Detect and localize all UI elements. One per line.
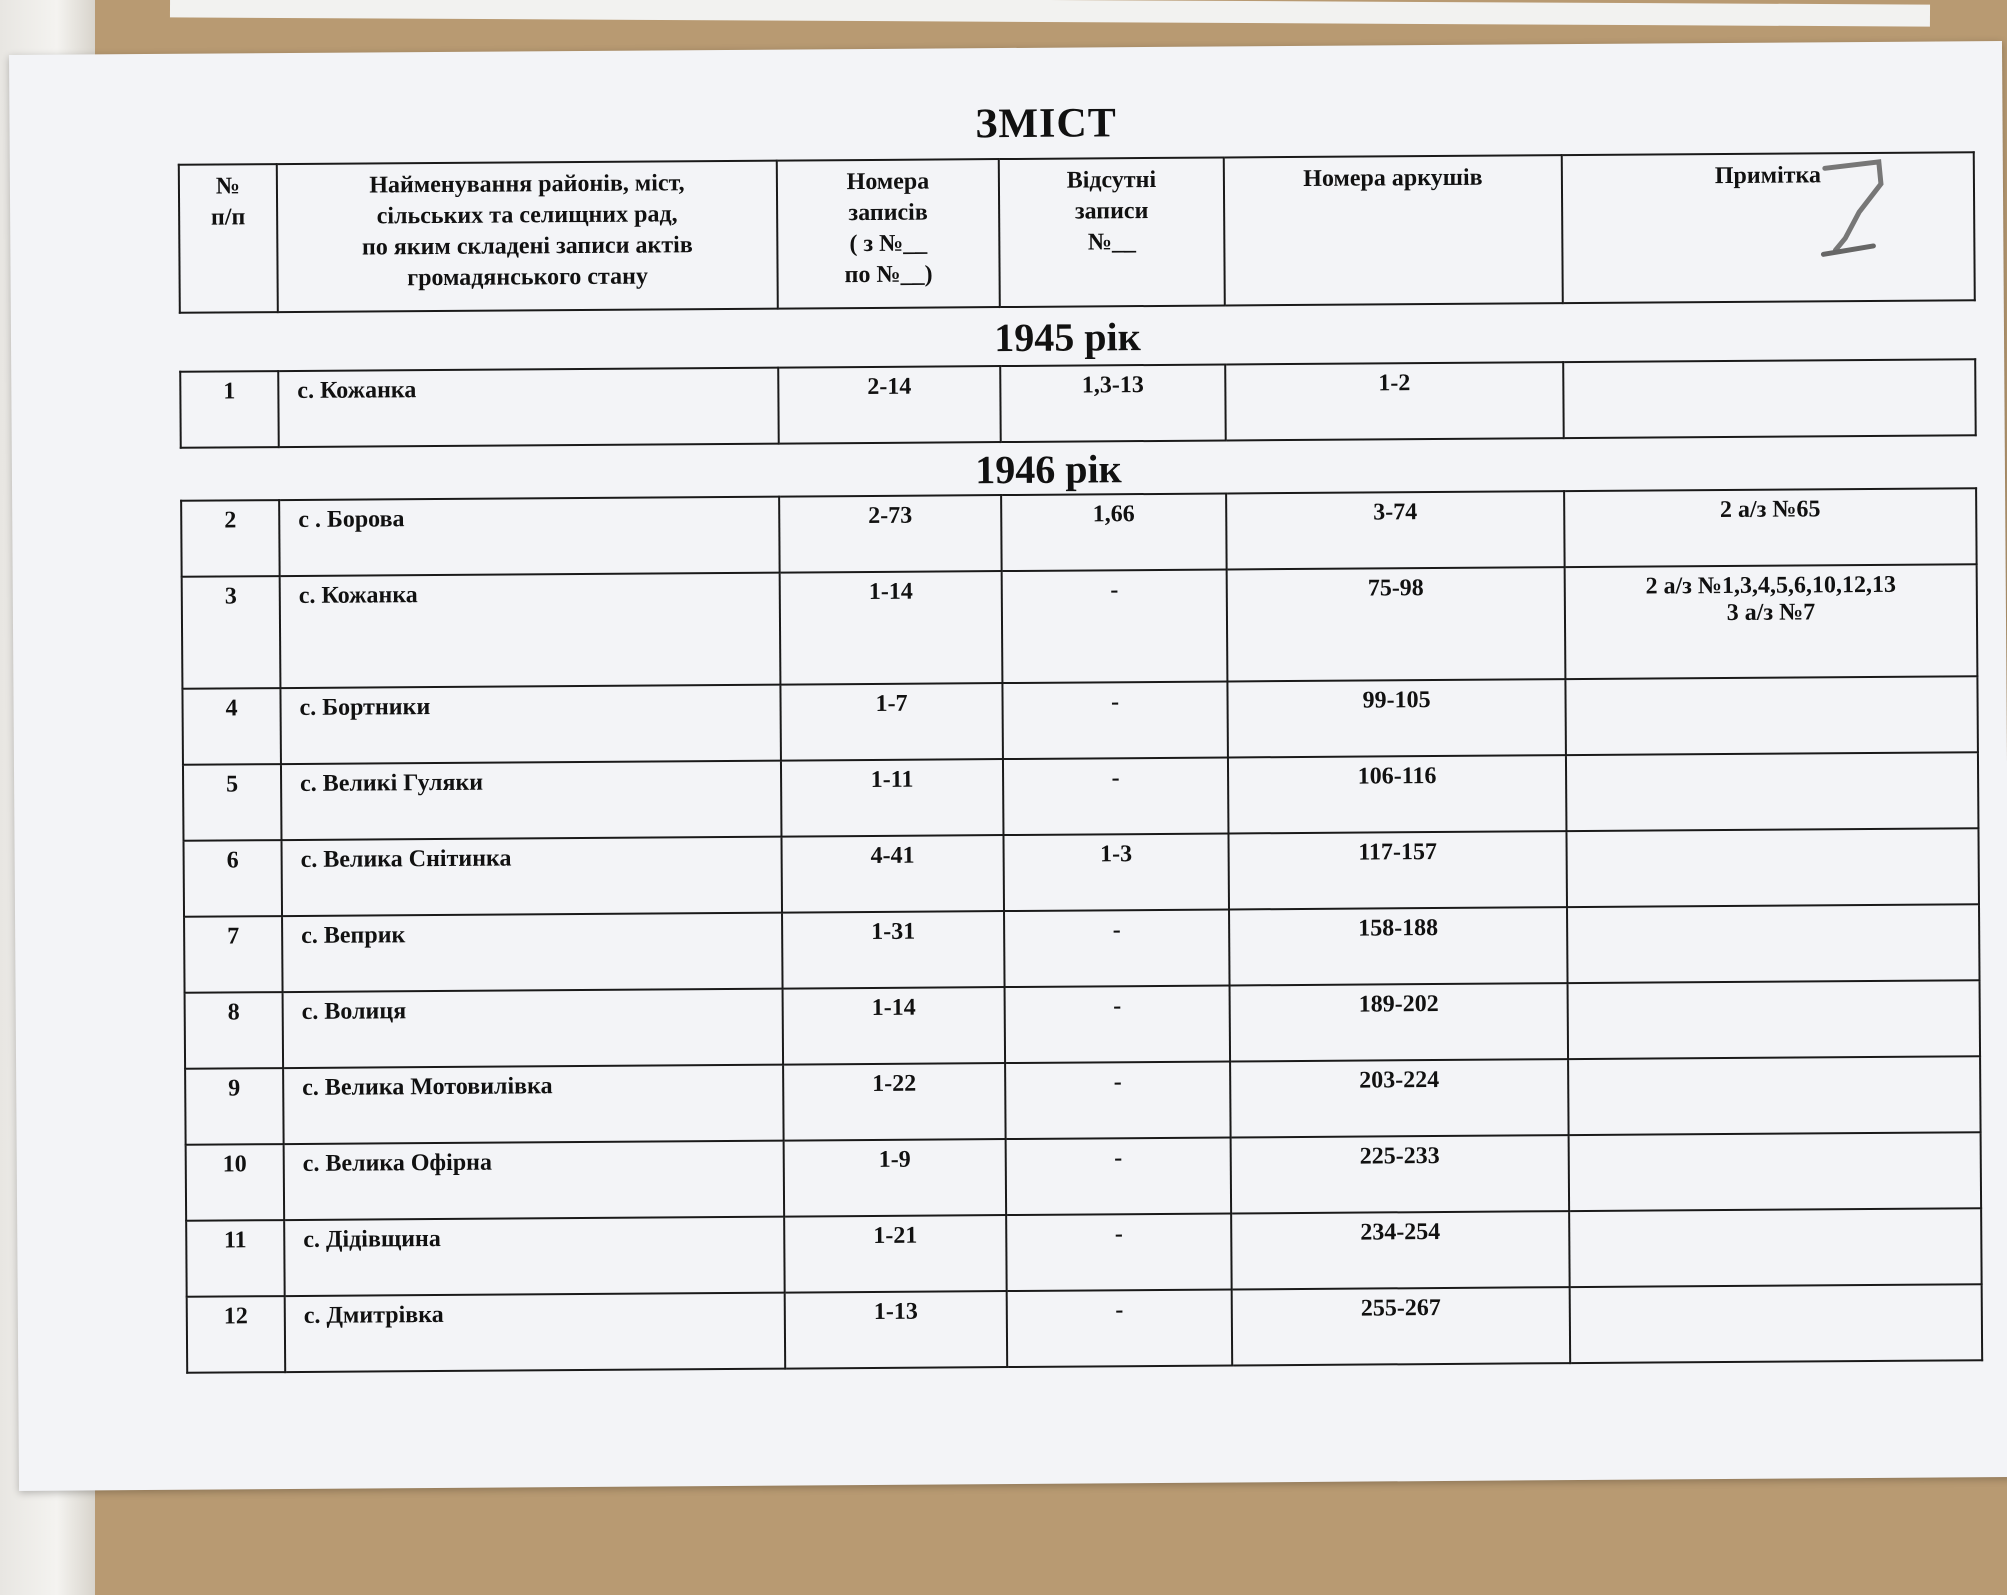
cell-name: с. Волиця bbox=[283, 989, 784, 1068]
cell-missing: - bbox=[1006, 1213, 1232, 1291]
cell-missing: - bbox=[1002, 569, 1228, 683]
cell-name: с . Борова bbox=[279, 497, 780, 576]
cell-records: 1-7 bbox=[780, 683, 1003, 761]
cell-name: с. Дідівщина bbox=[284, 1217, 785, 1296]
cell-name: с. Велика Офірна bbox=[284, 1141, 785, 1220]
cell-note bbox=[1566, 752, 1979, 831]
cell-records: 1-31 bbox=[782, 911, 1005, 989]
cell-number: 2 bbox=[181, 500, 280, 577]
cell-missing: - bbox=[1005, 985, 1231, 1063]
table-row bbox=[180, 359, 1975, 448]
cell-sheets: 3-74 bbox=[1226, 491, 1565, 569]
cell-name: с. Веприк bbox=[282, 913, 783, 992]
cell-sheets: 99-105 bbox=[1227, 679, 1566, 757]
note-line: 2 а/з №1,3,4,5,6,10,12,13 bbox=[1645, 571, 1897, 600]
cell-missing: - bbox=[1003, 757, 1229, 835]
cell-note bbox=[1568, 1056, 1981, 1135]
cell-sheets: 203-224 bbox=[1230, 1059, 1569, 1137]
table-row bbox=[184, 828, 1979, 917]
cell-records: 4-41 bbox=[781, 835, 1004, 913]
cell-records: 1-21 bbox=[784, 1215, 1007, 1293]
cell-missing: 1,66 bbox=[1001, 493, 1227, 571]
cell-sheets: 234-254 bbox=[1231, 1211, 1570, 1289]
table-1945 bbox=[179, 358, 1977, 449]
table-row bbox=[186, 1132, 1981, 1221]
table-row bbox=[182, 676, 1977, 765]
cell-sheets: 189-202 bbox=[1230, 983, 1569, 1061]
cell-note bbox=[1566, 828, 1979, 907]
table-row bbox=[183, 752, 1978, 841]
cell-sheets: 106-116 bbox=[1228, 755, 1567, 833]
cell-number: 3 bbox=[182, 576, 281, 689]
cell-records: 2-14 bbox=[778, 366, 1001, 444]
column-header-sheets: Номера аркушів bbox=[1224, 155, 1563, 305]
column-header-records: Номера записів ( з №__ по №__) bbox=[777, 159, 1000, 309]
column-header-name: Найменування районів, міст, сільських та селищних рад, по яким складені записи актів громадянського стану bbox=[277, 161, 778, 312]
cell-number: 10 bbox=[186, 1144, 285, 1221]
table-1946 bbox=[180, 487, 1983, 1374]
cell-number: 8 bbox=[185, 992, 284, 1069]
cell-number: 9 bbox=[185, 1068, 284, 1145]
cell-records: 1-13 bbox=[785, 1291, 1008, 1369]
cell-name: с. Дмитрівка bbox=[285, 1293, 786, 1372]
page-title: ЗМІСТ bbox=[975, 100, 1117, 148]
cell-missing: 1-3 bbox=[1003, 833, 1229, 911]
table-row bbox=[185, 980, 1980, 1069]
cell-name: с. Велика Мотовилівка bbox=[283, 1065, 784, 1144]
cell-note bbox=[1565, 676, 1978, 755]
column-header-note: Примітка bbox=[1562, 152, 1975, 303]
cell-name: с. Бортники bbox=[280, 685, 781, 764]
table-row bbox=[181, 488, 1976, 577]
cell-number: 6 bbox=[184, 840, 283, 917]
note-line: 3 а/з №7 bbox=[1726, 599, 1816, 626]
cell-records: 2-73 bbox=[779, 495, 1002, 573]
cell-name: с. Великі Гуляки bbox=[281, 761, 782, 840]
table-row bbox=[186, 1208, 1981, 1297]
header-table bbox=[178, 151, 1976, 314]
cell-note bbox=[1565, 564, 1978, 679]
cell-name: с. Кожанка bbox=[278, 368, 779, 447]
cell-note bbox=[1570, 1284, 1983, 1363]
cell-missing: - bbox=[1005, 1061, 1231, 1139]
previous-page-edge bbox=[170, 0, 1930, 27]
cell-note: 2 а/з №65 bbox=[1564, 488, 1977, 567]
cell-name: с. Велика Снітинка bbox=[281, 837, 782, 916]
cell-sheets: 1-2 bbox=[1225, 362, 1564, 440]
section-year-1946: 1946 рік bbox=[975, 446, 1122, 493]
table-row bbox=[187, 1284, 1982, 1373]
cell-note bbox=[1563, 359, 1976, 438]
cell-missing: - bbox=[1002, 681, 1228, 759]
cell-note bbox=[1569, 1132, 1982, 1211]
cell-note bbox=[1567, 904, 1980, 983]
table-row bbox=[184, 904, 1979, 993]
cell-name: с. Кожанка bbox=[280, 573, 781, 688]
cell-number: 7 bbox=[184, 916, 283, 993]
cell-sheets: 158-188 bbox=[1229, 907, 1568, 985]
cell-records: 1-9 bbox=[784, 1139, 1007, 1217]
cell-missing: - bbox=[1006, 1137, 1232, 1215]
cell-number: 12 bbox=[187, 1296, 286, 1373]
section-year-1945: 1945 рік bbox=[994, 314, 1141, 361]
cell-number: 5 bbox=[183, 764, 282, 841]
cell-missing: - bbox=[1007, 1289, 1233, 1367]
cell-sheets: 255-267 bbox=[1232, 1287, 1571, 1365]
cell-note bbox=[1568, 980, 1981, 1059]
table-row bbox=[185, 1056, 1980, 1145]
cell-records: 1-22 bbox=[783, 1063, 1006, 1141]
handwritten-sheet-number bbox=[1815, 154, 1896, 265]
cell-note bbox=[1569, 1208, 1982, 1287]
cell-records: 1-14 bbox=[783, 987, 1006, 1065]
cell-missing: - bbox=[1004, 909, 1230, 987]
cell-records: 1-11 bbox=[781, 759, 1004, 837]
cell-records: 1-14 bbox=[780, 571, 1003, 685]
cell-number: 1 bbox=[180, 371, 279, 448]
cell-sheets: 225-233 bbox=[1231, 1135, 1570, 1213]
cell-sheets: 75-98 bbox=[1227, 567, 1566, 681]
cell-number: 4 bbox=[182, 688, 281, 765]
column-header-number: № п/п bbox=[179, 164, 278, 313]
cell-number: 11 bbox=[186, 1220, 285, 1297]
table-row bbox=[182, 564, 1978, 689]
cell-missing: 1,3-13 bbox=[1000, 364, 1226, 442]
cell-sheets: 117-157 bbox=[1228, 831, 1567, 909]
column-header-missing: Відсутні записи №__ bbox=[999, 157, 1225, 307]
document-page bbox=[9, 41, 2007, 1491]
